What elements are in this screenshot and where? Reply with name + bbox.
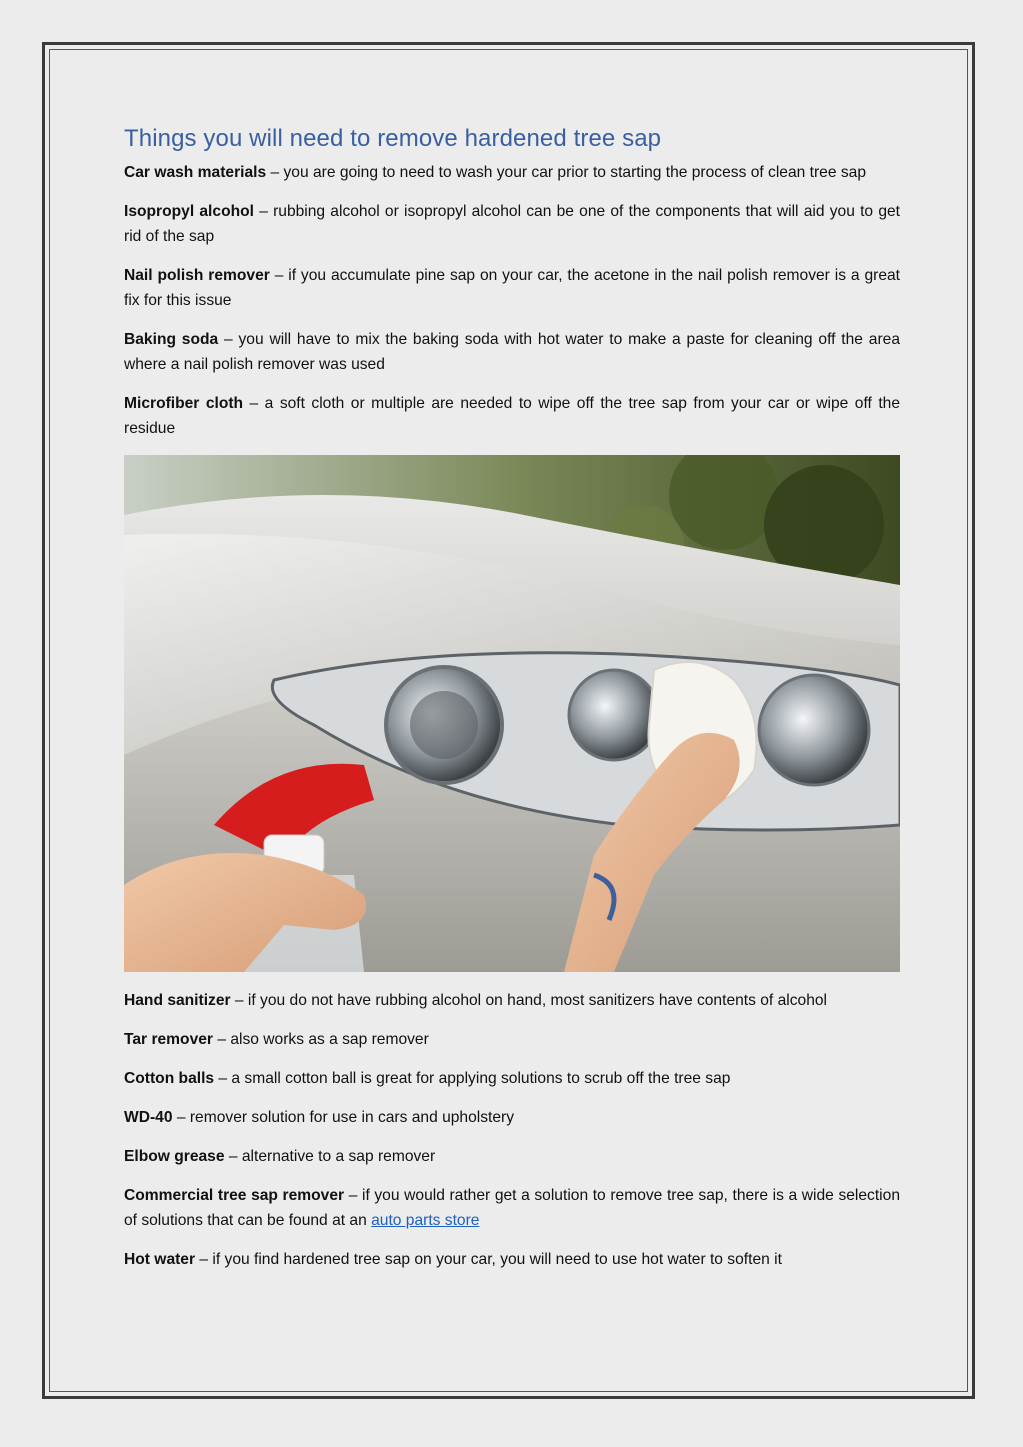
list-item-nail-polish [124,263,900,313]
item-term: Baking soda [124,331,219,348]
document-title: Things you will need to remove hardened tree sap [124,125,662,152]
list-item-microfiber [124,391,900,441]
item-text: – if you accumulate pine sap on your car, the acetone in the nail polish remover is a great fix for this issue [124,267,900,309]
list-item-isopropyl [124,199,900,249]
item-text: – if you do not have rubbing alcohol on hand, most sanitizers have contents of alcohol [230,992,828,1009]
list-item-wd40 [124,1105,900,1130]
list-item-hand-sanitizer [124,988,900,1013]
document-body [124,124,900,1286]
item-term: Tar remover [124,1031,213,1048]
list-item-elbow-grease [124,1144,900,1169]
item-term: WD-40 [124,1109,173,1126]
list-item-car-wash [124,160,900,185]
list-item-baking-soda [124,327,900,377]
item-text: – a soft cloth or multiple are needed to wipe off the tree sap from your car or wipe off the residue [124,395,900,437]
item-term: Hand sanitizer [124,992,231,1009]
item-text: – rubbing alcohol or isopropyl alcohol can be one of the components that will aid you to get rid of the sap [124,203,900,245]
item-term: Hot water [124,1251,196,1268]
list-item-commercial-remover [124,1183,900,1233]
item-text: – you are going to need to wash your car prior to starting the process of clean tree sap [266,164,866,181]
item-text: – also works as a sap remover [213,1031,429,1048]
item-text: – you will have to mix the baking soda with hot water to make a paste for cleaning off the area where a nail polish remover was used [124,331,900,373]
auto-parts-store-link[interactable]: auto parts store [371,1212,480,1229]
list-item-cotton-balls [124,1066,900,1091]
item-term: Elbow grease [124,1148,225,1165]
item-term: Commercial tree sap remover [124,1187,345,1204]
item-text: – if you find hardened tree sap on your car, you will need to use hot water to soften it [195,1251,782,1268]
item-term: Isopropyl alcohol [124,203,254,220]
item-text: – remover solution for use in cars and upholstery [172,1109,515,1126]
item-text: – if you would rather get a solution to remove tree sap, there is a wide selection of solutions that can be found at an [124,1187,900,1229]
list-item-tar-remover [124,1027,900,1052]
item-term: Microfiber cloth [124,395,244,412]
list-item-hot-water [124,1247,900,1272]
item-text: – a small cotton ball is great for applying solutions to scrub off the tree sap [214,1070,731,1087]
item-text: – alternative to a sap remover [224,1148,436,1165]
item-term: Cotton balls [124,1070,215,1087]
car-headlight-cleaning-photo [124,455,900,972]
item-term: Nail polish remover [124,267,270,284]
item-term: Car wash materials [124,164,267,181]
